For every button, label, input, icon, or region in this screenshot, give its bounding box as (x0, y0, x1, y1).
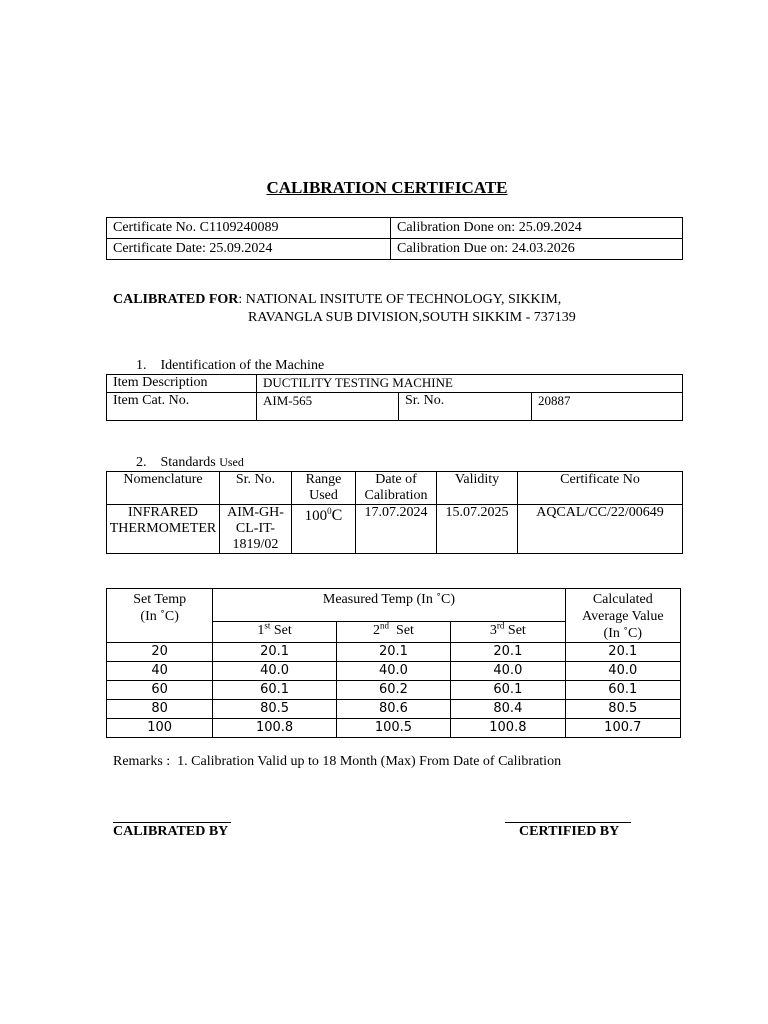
machine-identification-table (106, 374, 683, 421)
header-certificate-no: Certificate No (518, 472, 683, 505)
set3-cell: 60.1 (451, 681, 565, 700)
set-temp-line-1: Set Temp (133, 592, 187, 607)
calibration-due-on: Calibration Due on: 24.03.2026 (391, 239, 683, 260)
average-cell: 100.7 (565, 719, 680, 738)
set2-word: Set (389, 623, 414, 639)
table-row (107, 719, 681, 738)
set2-number: 2 (373, 623, 381, 639)
sr-line-2: CL-IT- (235, 521, 276, 536)
section-2-title-used: Used (219, 455, 244, 469)
set1-cell: 60.1 (213, 681, 336, 700)
set-temp-cell: 100 (107, 719, 213, 738)
header-set-1 (213, 622, 336, 643)
standards-table (106, 471, 683, 554)
set2-suffix: nd (380, 620, 390, 631)
readings-table (106, 588, 681, 738)
item-description-label: Item Description (107, 375, 257, 393)
certificate-no: Certificate No. C1109240089 (107, 218, 391, 239)
calibrated-by-label: CALIBRATED BY (113, 824, 229, 839)
average-cell: 20.1 (565, 643, 680, 662)
header-range-used (292, 472, 356, 505)
section-1-heading (136, 358, 324, 374)
set2-cell: 60.2 (336, 681, 450, 700)
range-unit: C (331, 507, 343, 524)
sr-no-value: 20887 (532, 393, 683, 421)
calibrated-by-signature-line (113, 822, 231, 823)
set1-cell: 80.5 (213, 700, 336, 719)
calibrated-for-line-1 (113, 292, 561, 308)
standard-validity: 15.07.2025 (437, 505, 518, 554)
range-degree: 0 (327, 506, 332, 516)
avg-line-2: Average Value (582, 609, 664, 624)
set2-cell: 80.6 (336, 700, 450, 719)
set2-cell: 20.1 (336, 643, 450, 662)
standard-sr-no (220, 505, 292, 554)
nomenclature-line-2: THERMOMETER (109, 521, 217, 536)
header-date-line-1: Date of (375, 472, 417, 487)
calibration-done-on: Calibration Done on: 25.09.2024 (391, 218, 683, 239)
sr-no-label: Sr. No. (399, 393, 532, 421)
set3-cell: 40.0 (451, 662, 565, 681)
set3-cell: 100.8 (451, 719, 565, 738)
set3-number: 3 (489, 623, 497, 639)
header-set-2 (336, 622, 450, 643)
header-range-line-2: Used (309, 488, 338, 503)
certified-by-label: CERTIFIED BY (519, 824, 620, 839)
set1-word: Set (270, 623, 292, 639)
set1-cell: 100.8 (213, 719, 336, 738)
item-description-value: DUCTILITY TESTING MACHINE (257, 375, 683, 393)
set1-cell: 40.0 (213, 662, 336, 681)
set-temp-cell: 80 (107, 700, 213, 719)
avg-line-1: Calculated (592, 592, 653, 607)
set1-cell: 20.1 (213, 643, 336, 662)
table-row (107, 681, 681, 700)
avg-line-3: (In ˚C) (603, 626, 643, 641)
item-cat-value: AIM-565 (257, 393, 399, 421)
standard-certificate-no: AQCAL/CC/22/00649 (518, 505, 683, 554)
section-2-title: Standards (160, 455, 216, 470)
header-measured-temp: Measured Temp (In ˚C) (213, 589, 565, 622)
header-average (565, 589, 680, 643)
range-value: 100 (304, 508, 328, 524)
calibrated-for-address: RAVANGLA SUB DIVISION,SOUTH SIKKIM - 737139 (248, 310, 576, 325)
section-2-heading (136, 455, 244, 471)
header-validity: Validity (437, 472, 518, 505)
item-cat-label: Item Cat. No. (107, 393, 257, 421)
page-title: CALIBRATION CERTIFICATE (266, 178, 508, 197)
header-sr-no: Sr. No. (220, 472, 292, 505)
remarks: Remarks : 1. Calibration Valid up to 18 Month (Max) From Date of Calibration (113, 754, 562, 769)
set3-cell: 80.4 (451, 700, 565, 719)
section-2-number: 2. (136, 455, 147, 470)
table-row (107, 643, 681, 662)
set2-cell: 100.5 (336, 719, 450, 738)
section-1-number: 1. (136, 358, 147, 373)
set3-suffix: rd (496, 620, 505, 631)
section-1-title: Identification of the Machine (160, 358, 325, 373)
set1-number: 1 (257, 623, 265, 639)
set-temp-cell: 60 (107, 681, 213, 700)
nomenclature-line-1: INFRARED (127, 505, 198, 520)
set1-suffix: st (264, 620, 271, 631)
certificate-date: Certificate Date: 25.09.2024 (107, 239, 391, 260)
standard-nomenclature (107, 505, 220, 554)
header-range-line-1: Range (305, 472, 342, 487)
average-cell: 80.5 (565, 700, 680, 719)
header-set-3 (451, 622, 565, 643)
calibrated-for-label: CALIBRATED FOR (113, 292, 239, 307)
average-cell: 60.1 (565, 681, 680, 700)
standard-range (292, 505, 356, 554)
header-date-line-2: Calibration (364, 488, 428, 503)
table-row (107, 662, 681, 681)
standard-date: 17.07.2024 (356, 505, 437, 554)
header-nomenclature: Nomenclature (107, 472, 220, 505)
set-temp-cell: 20 (107, 643, 213, 662)
set-temp-line-2: (In ˚C) (140, 609, 179, 624)
sr-line-3: 1819/02 (232, 537, 279, 552)
header-set-temp (107, 589, 213, 643)
calibrated-for-name: : NATIONAL INSITUTE OF TECHNOLOGY, SIKKIM, (238, 292, 562, 307)
sr-line-1: AIM-GH- (227, 505, 284, 520)
table-row (107, 700, 681, 719)
certificate-info-table (106, 217, 683, 260)
set2-cell: 40.0 (336, 662, 450, 681)
certified-by-signature-line (505, 822, 631, 823)
average-cell: 40.0 (565, 662, 680, 681)
set3-word: Set (504, 623, 526, 639)
header-date-of-calibration (356, 472, 437, 505)
set-temp-cell: 40 (107, 662, 213, 681)
set3-cell: 20.1 (451, 643, 565, 662)
